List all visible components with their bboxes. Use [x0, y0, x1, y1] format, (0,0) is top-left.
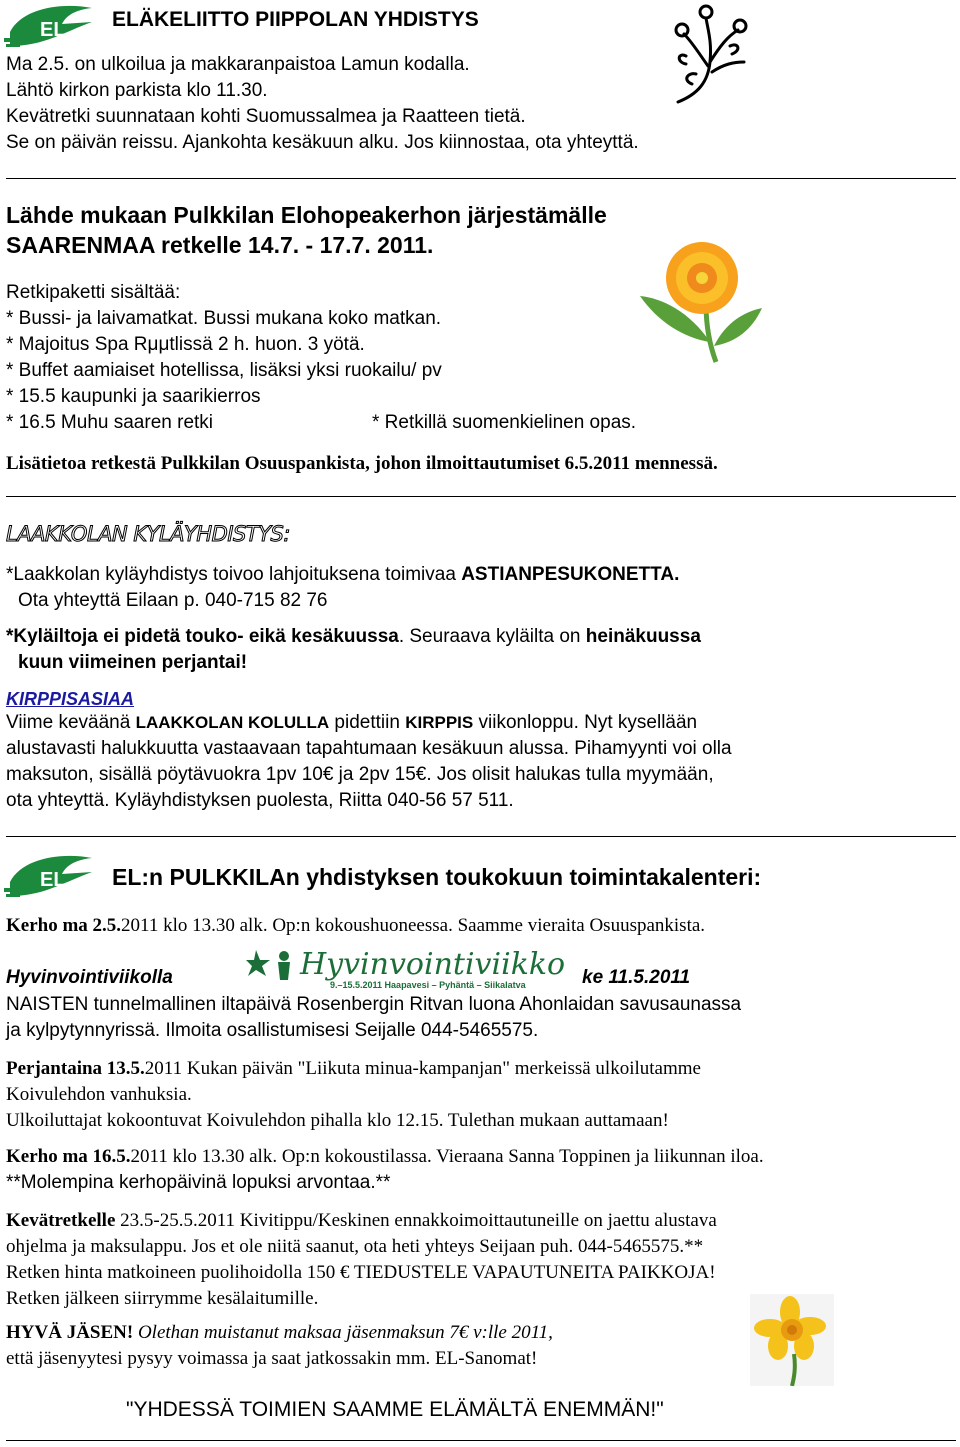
calendar-entry: Perjantaina 13.5.2011 Kukan päivän "Liikuta minua-kampanjan" merkeissä ulkoilutamme	[6, 1058, 701, 1079]
flea-heading: KIRPPISASIAA	[6, 689, 135, 709]
intro-line: Kevätretki suunnataan kohti Suomussalmea ja Raatteen tietä.	[6, 106, 526, 127]
more-info: Lisätietoa retkestä Pulkkilan Osuuspankista, johon ilmoittautumiset 6.5.2011 mennessä.	[6, 453, 718, 474]
calendar-line: Retken jälkeen siirrymme kesälaitumille.	[6, 1288, 319, 1309]
flea-line: maksuton, sisällä pöytävuokra 1pv 10€ ja 2pv 15€. Jos olisit halukas tulla myymään,	[6, 764, 714, 785]
donation-line: *Laakkolan kyläyhdistys toivoo lahjoituksena toimivaa ASTIANPESUKONETTA.	[6, 564, 680, 585]
el-logo-icon	[4, 2, 96, 50]
list-item: * 16.5 Muhu saaren retki	[6, 412, 214, 433]
calendar-entry: Kerho ma 2.5.2011 klo 13.30 alk. Op:n kokoushuoneessa. Saamme vieraita Osuuspankista.	[6, 915, 706, 936]
divider	[6, 1440, 956, 1441]
trip-heading: SAARENMAA retkelle 14.7. - 17.7. 2011.	[6, 232, 434, 258]
intro-line: Ma 2.5. on ulkoilua ja makkaranpaistoa Lamun kodalla.	[6, 54, 470, 75]
motto: "YHDESSÄ TOIMIEN SAAMME ELÄMÄLTÄ ENEMMÄN!"	[126, 1398, 664, 1421]
calendar-entry: Kevätretkelle 23.5-25.5.2011 Kivitippu/Keskinen ennakkoimoittautuneille on jaettu alustava	[6, 1210, 717, 1231]
calendar-date: ke 11.5.2011	[582, 967, 691, 988]
hyvinvointiviikko-logo	[246, 946, 572, 992]
page-title: ELÄKELIITTO PIIPPOLAN YHDISTYS	[112, 8, 479, 31]
calendar-line: ja kylpytynnyrissä. Ilmoita osallistumisesi Seijalle 044-5465575.	[6, 1020, 539, 1041]
list-item: * Retkillä suomenkielinen opas.	[372, 412, 637, 433]
calendar-line: ohjelma ja maksulappu. Jos et ole niitä saanut, ota heti yhteys Seijaan puh. 044-5465575.**	[6, 1236, 704, 1257]
flea-line: alustavasti halukkuutta vastaavaan tapahtumaan kesäkuun alussa. Pihamyynti voi olla	[6, 738, 732, 759]
el-logo-icon	[4, 852, 96, 900]
calendar-line: **Molempina kerhopäivinä lopuksi arvontaa.**	[6, 1172, 391, 1193]
includes-label: Retkipaketti sisältää:	[6, 282, 181, 303]
calendar-line: Ulkoiluttajat kokoontuvat Koivulehdon pihalla klo 12.15. Tulethan mukaan auttamaan!	[6, 1110, 669, 1131]
calendar-line: Retken hinta matkoineen puolihoidolla 150 € TIEDUSTELE VAPAUTUNEITA PAIKKOJA!	[6, 1262, 716, 1283]
divider	[6, 496, 956, 497]
member-note: että jäsenyytesi pysyy voimassa ja saat jatkossakin mm. EL-Sanomat!	[6, 1348, 538, 1369]
flea-line: ota yhteyttä. Kyläyhdistyksen puolesta, Riitta 040-56 57 511.	[6, 790, 514, 811]
intro-line: Lähtö kirkon parkista klo 11.30.	[6, 80, 268, 101]
flower-sketch-icon	[668, 2, 758, 110]
contact-line: Ota yhteyttä Eilaan p. 040-715 82 76	[18, 590, 328, 611]
divider	[6, 178, 956, 179]
list-item: * 15.5 kaupunki ja saarikierros	[6, 386, 261, 407]
list-item: * Majoitus Spa Rμμtlissä 2 h. huon. 3 yötä.	[6, 334, 365, 355]
divider	[6, 836, 956, 837]
orange-flower-icon	[640, 242, 764, 364]
calendar-line: Koivulehdon vanhuksia.	[6, 1084, 192, 1105]
calendar-title: EL:n PULKKILAn yhdistyksen toukokuun toimintakalenteri:	[112, 864, 762, 890]
village-heading: LAAKKOLAN KYLÄYHDISTYS:	[6, 522, 290, 546]
calendar-entry-label: Hyvinvointiviikolla	[6, 967, 173, 988]
member-note: HYVÄ JÄSEN! Olethan muistanut maksaa jäsenmaksun 7€ v:lle 2011,	[6, 1322, 553, 1343]
evenings-line: kuun viimeinen perjantai!	[18, 652, 248, 673]
calendar-entry: Kerho ma 16.5.2011 klo 13.30 alk. Op:n kokoustilassa. Vieraana Sanna Toppinen ja liikunnan iloa.	[6, 1146, 764, 1167]
list-item: * Bussi- ja laivamatkat. Bussi mukana koko matkan.	[6, 308, 442, 329]
svg-text:9.–15.5.2011 Haapavesi – Pyhän: 9.–15.5.2011 Haapavesi – Pyhäntä – Siikalatva	[330, 980, 526, 990]
calendar-line: NAISTEN tunnelmallinen iltapäivä Rosenbergin Ritvan luona Ahonlaidan savusaunassa	[6, 994, 742, 1015]
daffodil-icon	[750, 1294, 834, 1386]
list-item: * Buffet aamiaiset hotellissa, lisäksi yksi ruokailu/ pv	[6, 360, 442, 381]
trip-heading: Lähde mukaan Pulkkilan Elohopeakerhon järjestämälle	[6, 202, 607, 228]
evenings-line: *Kyläiltoja ei pidetä touko- eikä kesäkuussa. Seuraava kyläilta on heinäkuussa	[6, 626, 701, 647]
svg-text:EL: EL	[40, 19, 66, 41]
svg-text:EL: EL	[40, 869, 66, 891]
intro-line: Se on päivän reissu. Ajankohta kesäkuun alku. Jos kiinnostaa, ota yhteyttä.	[6, 132, 639, 153]
flea-line: Viime keväänä LAAKKOLAN KOLULLA pidettiin KIRPPIS viikonloppu. Nyt kysellään	[6, 712, 698, 733]
svg-text:Hyvinvointiviikko: Hyvinvointiviikko	[300, 947, 566, 982]
